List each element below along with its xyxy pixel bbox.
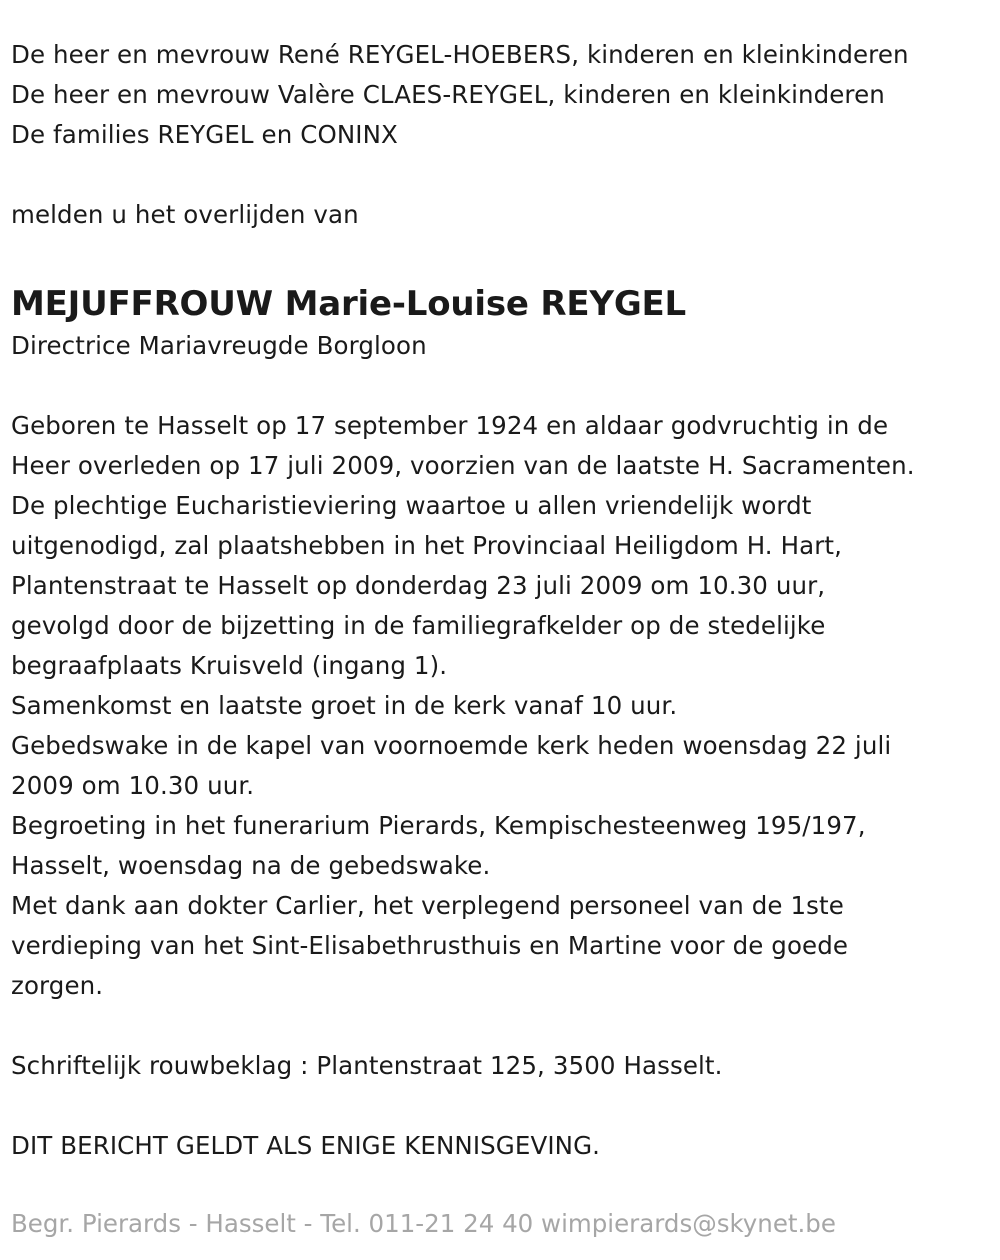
body-line: Heer overleden op 17 juli 2009, voorzien van de laatste H. Sacramenten.	[11, 451, 915, 480]
body-line: De plechtige Eucharistieviering waartoe u allen vriendelijk wordt	[11, 491, 812, 520]
body-line: verdieping van het Sint-Elisabethrusthuis en Martine voor de goede	[11, 931, 849, 960]
funeral-home-footer: Begr. Pierards - Hasselt - Tel. 011-21 24 40 wimpierards@skynet.be	[11, 1209, 836, 1238]
spacer	[11, 235, 986, 282]
deceased-name: MEJUFFROUW Marie-Louise REYGEL	[11, 284, 687, 324]
body-line: 2009 om 10.30 uur.	[11, 771, 255, 800]
body-line: Plantenstraat te Hasselt op donderdag 23 juli 2009 om 10.30 uur,	[11, 571, 826, 600]
body-line: zorgen.	[11, 971, 104, 1000]
body-line: Geboren te Hasselt op 17 september 1924 en aldaar godvruchtig in de	[11, 411, 889, 440]
spacer	[11, 1006, 986, 1046]
condolence-address: Schriftelijk rouwbeklag : Plantenstraat 125, 3500 Hasselt.	[11, 1051, 723, 1080]
family-line: De heer en mevrouw Valère CLAES-REYGEL, kinderen en kleinkinderen	[11, 80, 885, 109]
deceased-function: Directrice Mariavreugde Borgloon	[11, 331, 427, 360]
body-line: gevolgd door de bijzetting in de familiegrafkelder op de stedelijke	[11, 611, 826, 640]
family-list	[11, 35, 986, 155]
body-line: Met dank aan dokter Carlier, het verplegend personeel van de 1ste	[11, 891, 844, 920]
obituary-text	[11, 35, 986, 1166]
spacer	[11, 366, 986, 406]
body-line: Begroeting in het funerarium Pierards, Kempischesteenweg 195/197,	[11, 811, 866, 840]
notice: DIT BERICHT GELDT ALS ENIGE KENNISGEVING.	[11, 1131, 601, 1160]
family-line: De heer en mevrouw René REYGEL-HOEBERS, kinderen en kleinkinderen	[11, 40, 909, 69]
body-line: Hasselt, woensdag na de gebedswake.	[11, 851, 491, 880]
family-line: De families REYGEL en CONINX	[11, 120, 398, 149]
spacer	[11, 1086, 986, 1126]
body-line: uitgenodigd, zal plaatshebben in het Provinciaal Heiligdom H. Hart,	[11, 531, 842, 560]
body-line: Samenkomst en laatste groet in de kerk vanaf 10 uur.	[11, 691, 678, 720]
spacer	[11, 155, 986, 195]
body-text	[11, 406, 986, 1006]
body-line: begraafplaats Kruisveld (ingang 1).	[11, 651, 448, 680]
body-line: Gebedswake in de kapel van voornoemde kerk heden woensdag 22 juli	[11, 731, 892, 760]
announcement: melden u het overlijden van	[11, 200, 359, 229]
